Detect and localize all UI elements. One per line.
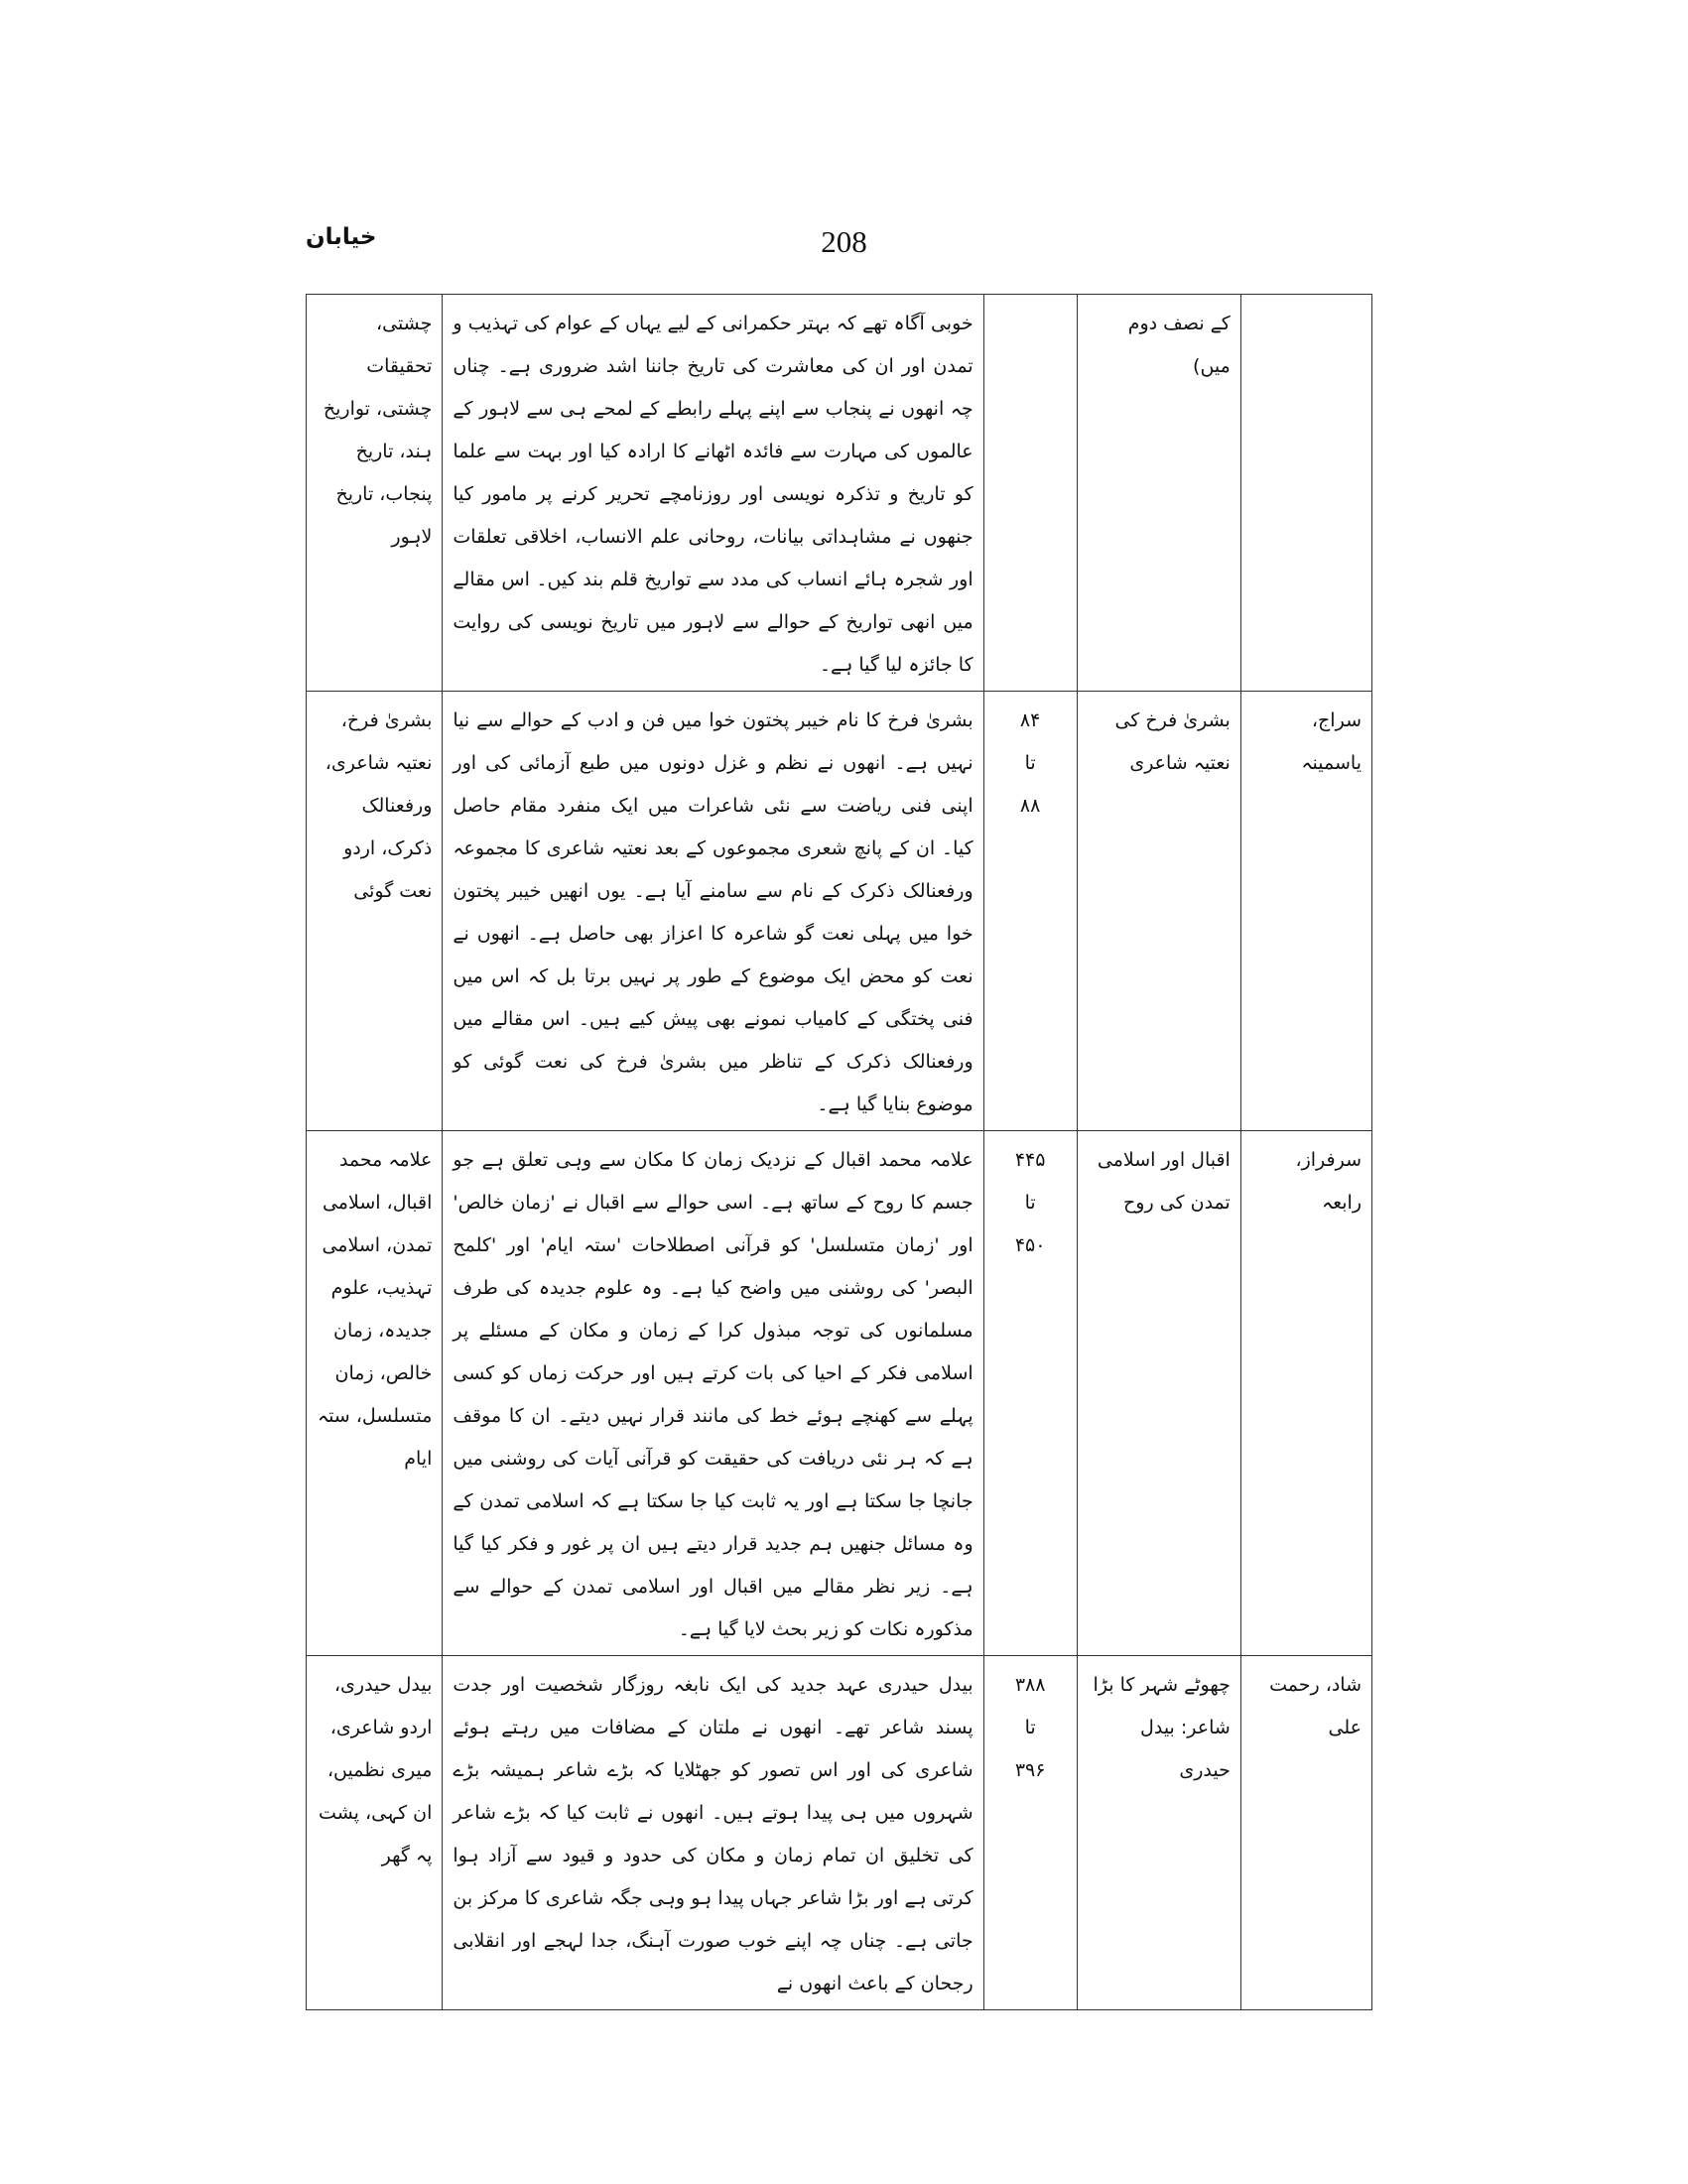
page-range-separator: تا [1024, 1717, 1036, 1738]
summary-cell: بشریٰ فرخ کا نام خیبر پختون خوا میں فن و ادب کے حوالے سے نیا نہیں ہے۔ انھوں نے نظم و غزل دونوں میں طبع آزمائی کی اور اپنی فنی ریاضت سے نئی شاعرات میں ایک منفرد مقام حاصل کیا۔ ان کے پانچ شعری مجموعوں کے بعد نعتیہ شاعری کا مجموعہ ورفعنالک ذکرک کے نام سے سامنے آیا ہے۔ یوں انھیں خیبر پختون خوا میں پہلی نعت گو شاعرہ کا اعزاز بھی حاصل ہے۔ انھوں نے نعت کو محض ایک موضوع کے طور پر نہیں برتا بل کہ اس میں فنی پختگی کے کامیاب نمونے بھی پیش کیے ہیں۔ اس مقالے میں ورفعنالک ذکرک کے تناظر میں بشریٰ فرخ کی نعت گوئی کو موضوع بنایا گیا ہے۔ [443, 692, 983, 1131]
page-end: ۴۵۰ [1014, 1234, 1046, 1256]
keywords-cell: بیدل حیدری، اردو شاعری، میری نظمیں، ان کہی، پشت پہ گھر [307, 1656, 443, 2010]
title-cell: اقبال اور اسلامی تمدن کی روح [1077, 1131, 1240, 1656]
journal-running-head: خیابان [306, 224, 377, 250]
page-number: 208 [821, 224, 867, 259]
page-range-separator: تا [1024, 1192, 1036, 1214]
author-cell: سرفراز، رابعہ [1240, 1131, 1371, 1656]
summary-cell: بیدل حیدری عہد جدید کی ایک نابغہ روزگار شخصیت اور جدت پسند شاعر تھے۔ انھوں نے ملتان کے مضافات میں رہتے ہوئے شاعری کی اور اس تصور کو جھٹلایا کہ بڑے شاعر ہمیشہ بڑے شہروں میں ہی پیدا ہوتے ہیں۔ انھوں نے ثابت کیا کہ بڑے شاعر کی تخلیق ان تمام زمان و مکان کی حدود و قیود سے آزاد ہوا کرتی ہے اور بڑا شاعر جہاں پیدا ہو وہی جگہ شاعری کا مرکز بن جاتی ہے۔ چناں چہ اپنے خوب صورت آہنگ، جدا لہجے اور انقلابی رجحان کے باعث انھوں نے [443, 1656, 983, 2010]
pages-cell [983, 295, 1077, 692]
pages-cell [983, 1131, 1077, 1656]
pages-cell [983, 1656, 1077, 2010]
summary-cell: علامہ محمد اقبال کے نزدیک زمان کا مکان سے وہی تعلق ہے جو جسم کا روح کے ساتھ ہے۔ اسی حوالے سے اقبال نے 'زمان خالص' اور 'زمان متسلسل' کو قرآنی اصطلاحات 'ستہ ایام' اور 'کلمح البصر' کی روشنی میں واضح کیا ہے۔ وہ علوم جدیدہ کی طرف مسلمانوں کی توجہ مبذول کرا کے زمان و مکان کے مسئلے پر اسلامی فکر کے احیا کی بات کرتے ہیں اور حرکت زماں کو کسی پہلے سے کھنچے ہوئے خط کی مانند قرار نہیں دیتے۔ ان کا موقف ہے کہ ہر نئی دریافت کی حقیقت کو قرآنی آیات کی روشنی میں جانچا جا سکتا ہے اور یہ ثابت کیا جا سکتا ہے کہ اسلامی تمدن کے وہ مسائل جنھیں ہم جدید قرار دیتے ہیں ان پر غور و فکر کیا گیا ہے۔ زیر نظر مقالے میں اقبال اور اسلامی تمدن کے حوالے سے مذکورہ نکات کو زیر بحث لایا گیا ہے۔ [443, 1131, 983, 1656]
page-end: ۳۹۶ [1014, 1759, 1046, 1781]
table-row [307, 295, 1372, 692]
author-cell: شاد، رحمت علی [1240, 1656, 1371, 2010]
title-cell: کے نصف دوم میں) [1077, 295, 1240, 692]
page-end: ۸۸ [1019, 795, 1041, 817]
keywords-cell: بشریٰ فرخ، نعتیہ شاعری، ورفعنالک ذکرک، اردو نعت گوئی [307, 692, 443, 1131]
keywords-cell: چشتی، تحقیقات چشتی، تواریخ ہند، تاریخ پنجاب، تاریخ لاہور [307, 295, 443, 692]
author-cell: سراج، یاسمینہ [1240, 692, 1371, 1131]
page-range-separator: تا [1024, 752, 1036, 774]
index-table [306, 294, 1372, 2010]
summary-cell: خوبی آگاہ تھے کہ بہتر حکمرانی کے لیے یہاں کے عوام کی تہذیب و تمدن اور ان کی معاشرت کی تاریخ جاننا اشد ضروری ہے۔ چناں چہ انھوں نے پنجاب سے اپنے پہلے رابطے کے لمحے ہی سے لاہور کے عالموں کی مہارت سے فائدہ اٹھانے کا ارادہ کیا اور بہت سے علما کو تاریخ و تذکرہ نویسی اور روزنامچے تحریر کرنے پر مامور کیا جنھوں نے مشاہداتی بیانات، روحانی علم الانساب، اخلاقی تعلقات اور شجرہ ہائے انساب کی مدد سے تواریخ قلم بند کیں۔ اس مقالے میں انھی تواریخ کے حوالے سے لاہور میں تاریخ نویسی کی روایت کا جائزہ لیا گیا ہے۔ [443, 295, 983, 692]
title-cell: بشریٰ فرخ کی نعتیہ شاعری [1077, 692, 1240, 1131]
author-cell [1240, 295, 1371, 692]
keywords-cell: علامہ محمد اقبال، اسلامی تمدن، اسلامی تہذیب، علوم جدیدہ، زمان خالص، زمان متسلسل، ستہ ایام [307, 1131, 443, 1656]
table-row [307, 692, 1372, 1131]
page-start: ۸۴ [1019, 709, 1041, 731]
pages-cell [983, 692, 1077, 1131]
table-row [307, 1131, 1372, 1656]
table-row [307, 1656, 1372, 2010]
page-start: ۳۸۸ [1014, 1674, 1046, 1696]
page-start: ۴۴۵ [1014, 1149, 1046, 1171]
title-cell: چھوٹے شہر کا بڑا شاعر: بیدل حیدری [1077, 1656, 1240, 2010]
